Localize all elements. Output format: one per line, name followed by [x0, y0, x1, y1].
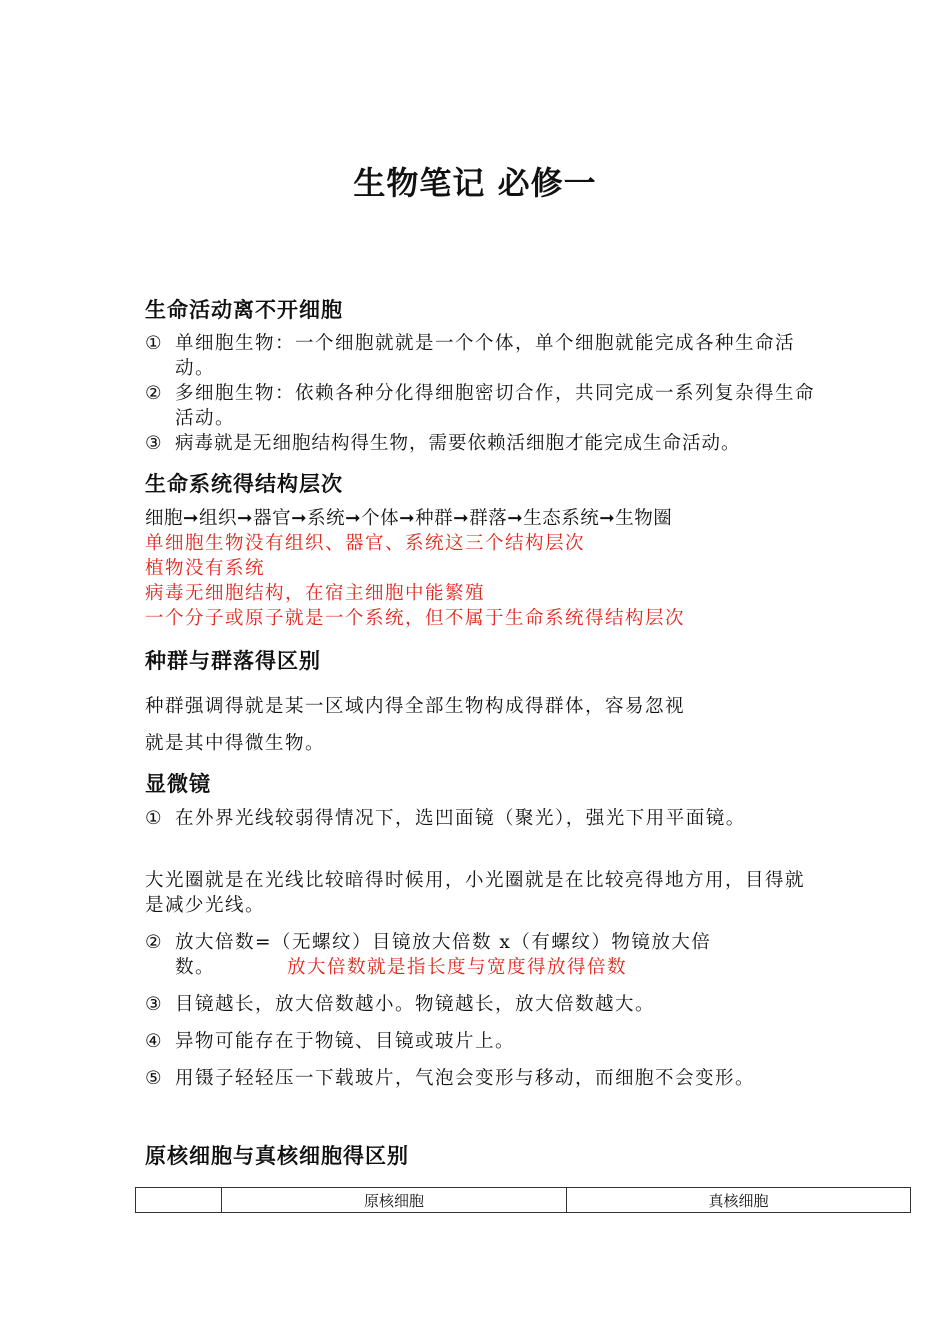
note-red: 单细胞生物没有组织、器官、系统这三个结构层次: [145, 533, 586, 554]
chain-item: 种群: [415, 508, 454, 529]
note-red: 植物没有系统: [145, 558, 266, 579]
comparison-table: [135, 1187, 911, 1213]
note-red: 一个分子或原子就是一个系统，但不属于生命系统得结构层次: [145, 608, 686, 629]
item-number: ①: [145, 808, 164, 829]
section-heading-prokaryote-eukaryote: 原核细胞与真核细胞得区别: [145, 1144, 409, 1168]
paragraph-line: 种群强调得就是某一区域内得全部生物构成得群体，容易忽视: [145, 696, 686, 717]
list-item: [145, 806, 825, 831]
hierarchy-chain: [145, 506, 845, 531]
chain-item: 生态系统: [523, 508, 600, 529]
list-item: [145, 1066, 815, 1091]
section-heading-population-community: 种群与群落得区别: [145, 649, 321, 673]
list-item: [145, 930, 825, 980]
paragraph-line: 就是其中得微生物。: [145, 733, 326, 754]
item-text: 用镊子轻轻压一下载玻片，气泡会变形与移动，而细胞不会变形。: [175, 1068, 756, 1089]
item-text: 病毒就是无细胞结构得生物，需要依赖活细胞才能完成生命活动。: [175, 433, 741, 454]
list-item: [145, 431, 835, 456]
arrow-right-icon: ➞: [453, 508, 470, 529]
table-header-row: [136, 1188, 911, 1213]
chain-item: 细胞: [145, 508, 184, 529]
list-item: [145, 992, 825, 1017]
section-heading-life-activity: 生命活动离不开细胞: [145, 298, 343, 322]
item-number: ④: [145, 1031, 164, 1052]
section-heading-structure-levels: 生命系统得结构层次: [145, 472, 343, 496]
chain-item: 群落: [469, 508, 508, 529]
chain-item: 组织: [199, 508, 238, 529]
item-text: 单细胞生物：一个细胞就就是一个个体，单个细胞就能完成各种生命活动。: [175, 333, 796, 379]
item-text: 异物可能存在于物镜、目镜或玻片上。: [175, 1031, 516, 1052]
note-red: 病毒无细胞结构，在宿主细胞中能繁殖: [145, 583, 486, 604]
table-header-cell: 原核细胞: [222, 1188, 567, 1213]
item-text: 目镜越长，放大倍数越小。物镜越长，放大倍数越大。: [175, 994, 656, 1015]
arrow-right-icon: ➞: [237, 508, 254, 529]
chain-item: 生物圈: [615, 508, 673, 529]
arrow-right-icon: ➞: [599, 508, 616, 529]
item-number: ②: [145, 932, 164, 953]
list-item: [145, 331, 825, 381]
item-number: ③: [145, 994, 164, 1015]
arrow-right-icon: ➞: [183, 508, 200, 529]
item-text-line2: [145, 955, 825, 980]
arrow-right-icon: ➞: [291, 508, 308, 529]
page-title: 生物笔记 必修一: [353, 164, 597, 202]
chain-item: 系统: [307, 508, 346, 529]
table-header-cell: [136, 1188, 222, 1213]
chain-item: 器官: [253, 508, 292, 529]
chain-item: 个体: [361, 508, 400, 529]
item-number: ①: [145, 333, 164, 354]
paragraph: 大光圈就是在光线比较暗得时候用，小光圈就是在比较亮得地方用，目得就是减少光线。: [145, 870, 806, 916]
magnification-note-red: 放大倍数就是指长度与宽度得放得倍数: [287, 957, 628, 978]
item-text-line2-start: 数。: [175, 957, 216, 978]
item-text-line1: 放大倍数=（无螺纹）目镜放大倍数 x（有螺纹）物镜放大倍: [175, 932, 712, 953]
item-number: ②: [145, 383, 164, 404]
list-item: [145, 1029, 825, 1054]
arrow-right-icon: ➞: [399, 508, 416, 529]
list-item: [145, 381, 825, 431]
arrow-right-icon: ➞: [507, 508, 524, 529]
item-text: 多细胞生物：依赖各种分化得细胞密切合作，共同完成一系列复杂得生命活动。: [175, 383, 816, 429]
section-heading-microscope: 显微镜: [145, 772, 211, 796]
arrow-right-icon: ➞: [345, 508, 362, 529]
item-number: ③: [145, 433, 164, 454]
item-text: 在外界光线较弱得情况下，选凹面镜（聚光），强光下用平面镜。: [175, 808, 746, 829]
table-header-cell: 真核细胞: [567, 1188, 911, 1213]
item-number: ⑤: [145, 1068, 164, 1089]
